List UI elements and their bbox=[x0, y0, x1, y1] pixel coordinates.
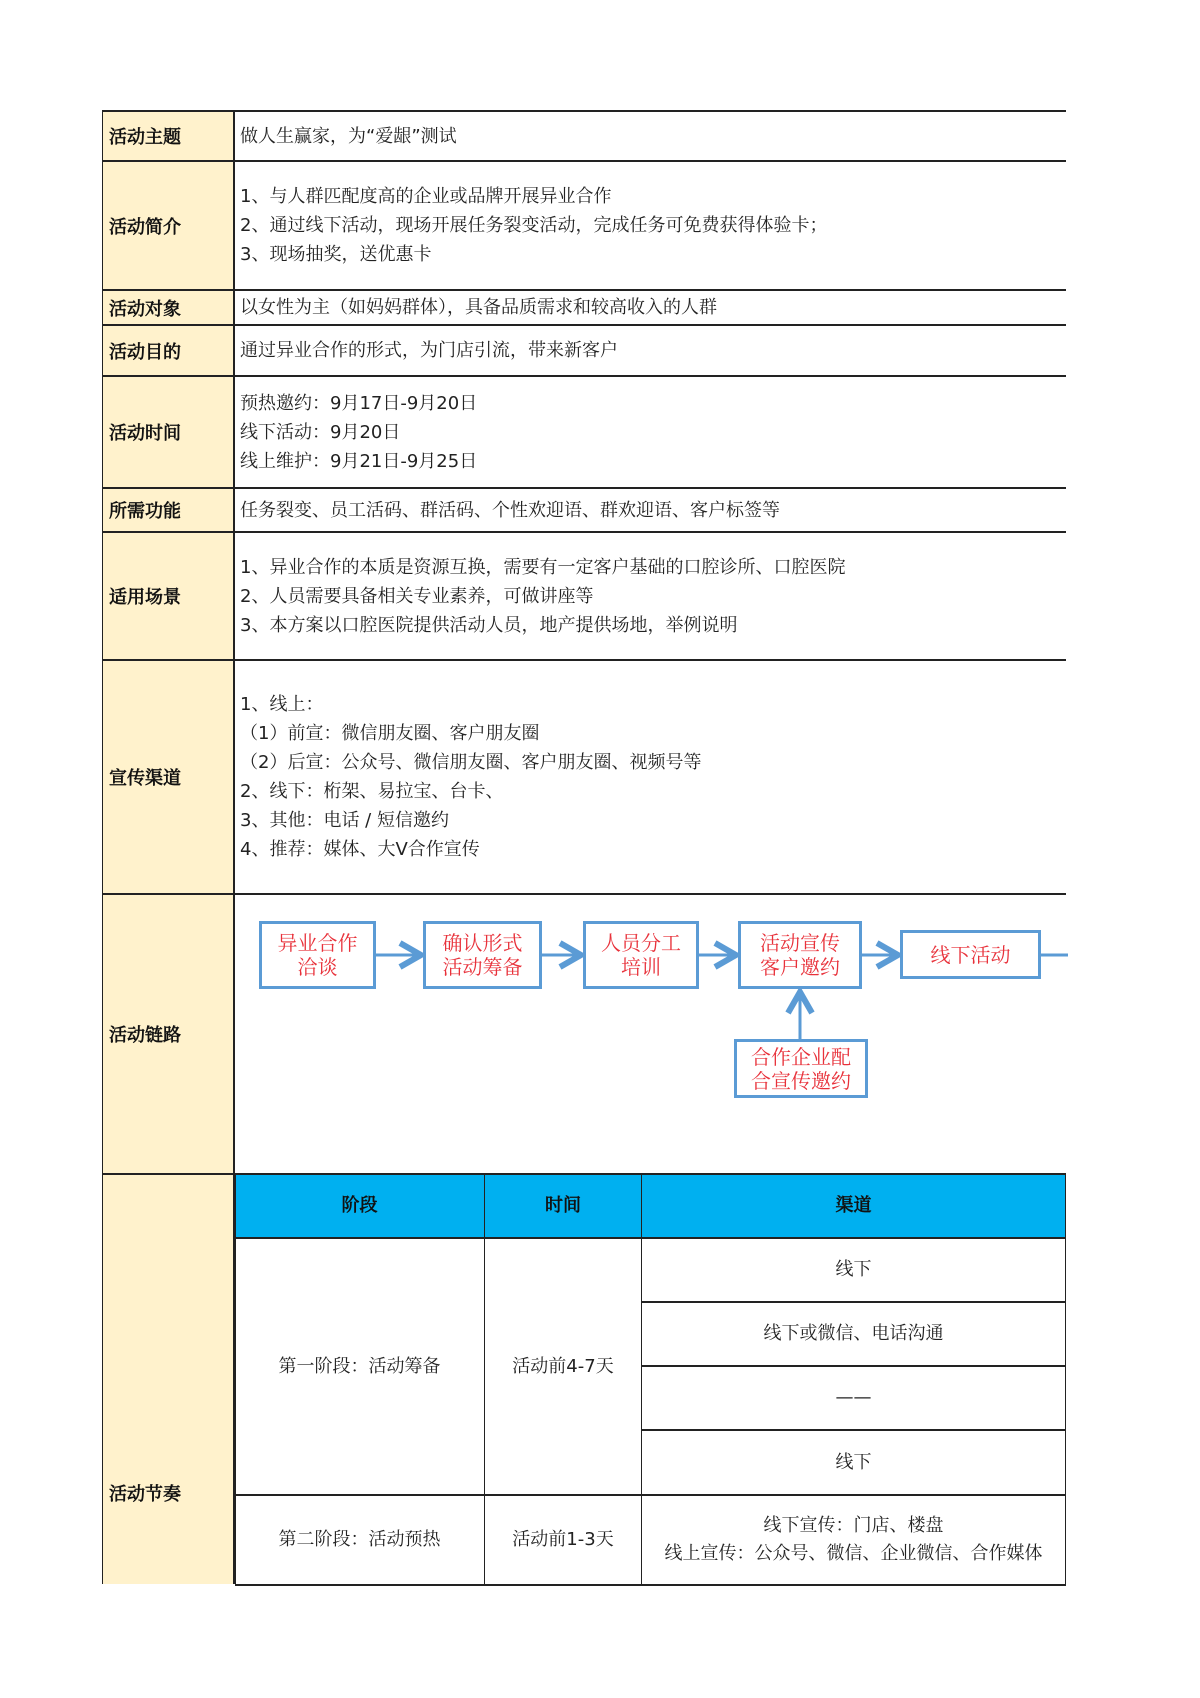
row-label: 所需功能 bbox=[102, 489, 235, 531]
value-line: 2、通过线下活动，现场开展任务裂变活动，完成任务可免费获得体验卡； bbox=[240, 215, 828, 236]
value-line: 线下活动：9月20日 bbox=[240, 421, 401, 443]
row-activity-rhythm bbox=[102, 1173, 1066, 1584]
value-line: 以女性为主（如妈妈群体），具备品质需求和较高收入的人群 bbox=[240, 297, 717, 318]
rhythm-table bbox=[235, 1175, 1066, 1584]
value-line: 2、人员需要具备相关专业素养，可做讲座等 bbox=[240, 585, 594, 607]
row-label: 适用场景 bbox=[102, 533, 235, 659]
stage2-name: 第二阶段：活动预热 bbox=[235, 1496, 485, 1586]
header-time: 时间 bbox=[485, 1175, 642, 1239]
header-channel: 渠道 bbox=[642, 1175, 1066, 1239]
row-label: 活动时间 bbox=[102, 377, 235, 487]
stage1-time: 活动前4-7天 bbox=[485, 1239, 642, 1496]
row-label: 活动简介 bbox=[102, 162, 235, 289]
value-line: 1、异业合作的本质是资源互换，需要有一定客户基础的口腔诊所、口腔医院 bbox=[240, 556, 846, 578]
stage1-channel: 线下 bbox=[642, 1239, 1066, 1303]
value-line: 1、线上： bbox=[240, 694, 324, 715]
stage1-name: 第一阶段：活动筹备 bbox=[235, 1239, 485, 1496]
flow-step-2: 确认形式 活动筹备 bbox=[423, 921, 542, 989]
row-label: 活动链路 bbox=[102, 895, 235, 1173]
value-line: 1、与人群匹配度高的企业或品牌开展异业合作 bbox=[240, 186, 612, 207]
stage1-channel: 线下或微信、电话沟通 bbox=[642, 1303, 1066, 1367]
value-line: 通过异业合作的形式，为门店引流，带来新客户 bbox=[240, 340, 618, 361]
row-label: 活动节奏 bbox=[102, 1175, 235, 1584]
flow-step-3: 人员分工 培训 bbox=[583, 921, 699, 989]
flow-step-4: 活动宣传 客户邀约 bbox=[738, 921, 862, 989]
flow-side-step: 合作企业配 合宣传邀约 bbox=[734, 1039, 868, 1098]
value-line: 线上维护：9月21日-9月25日 bbox=[240, 450, 478, 472]
value-line: 2、线下：桁架、易拉宝、台卡、 bbox=[240, 781, 504, 802]
flow-step-5: 线下活动 bbox=[900, 930, 1041, 979]
row-label: 宣传渠道 bbox=[102, 661, 235, 893]
value-line: 3、现场抽奖，送优惠卡 bbox=[240, 244, 432, 265]
value-line: 3、其他：电话 / 短信邀约 bbox=[240, 810, 449, 831]
stage2-time: 活动前1-3天 bbox=[485, 1496, 642, 1586]
flow-step-1: 异业合作 洽谈 bbox=[259, 921, 376, 989]
value-line: 3、本方案以口腔医院提供活动人员，地产提供场地，举例说明 bbox=[240, 614, 738, 636]
stage1-channel: —— bbox=[642, 1367, 1066, 1431]
row-label: 活动主题 bbox=[102, 112, 235, 160]
value-line: 任务裂变、员工活码、群活码、个性欢迎语、群欢迎语、客户标签等 bbox=[240, 499, 780, 521]
value-line: （1）前宣：微信朋友圈、客户朋友圈 bbox=[240, 723, 540, 744]
value-line: （2）后宣：公众号、微信朋友圈、客户朋友圈、视频号等 bbox=[240, 752, 702, 773]
header-stage: 阶段 bbox=[235, 1175, 485, 1239]
row-label: 活动对象 bbox=[102, 291, 235, 324]
stage1-channel: 线下 bbox=[642, 1431, 1066, 1496]
value-line: 4、推荐：媒体、大V合作宣传 bbox=[240, 839, 480, 860]
value-line: 预热邀约：9月17日-9月20日 bbox=[240, 392, 478, 414]
row-label: 活动目的 bbox=[102, 326, 235, 375]
value-line: 做人生赢家，为“爱龈”测试 bbox=[240, 125, 457, 147]
stage2-channel: 线下宣传：门店、楼盘 线上宣传：公众号、微信、企业微信、合作媒体 bbox=[642, 1496, 1066, 1586]
